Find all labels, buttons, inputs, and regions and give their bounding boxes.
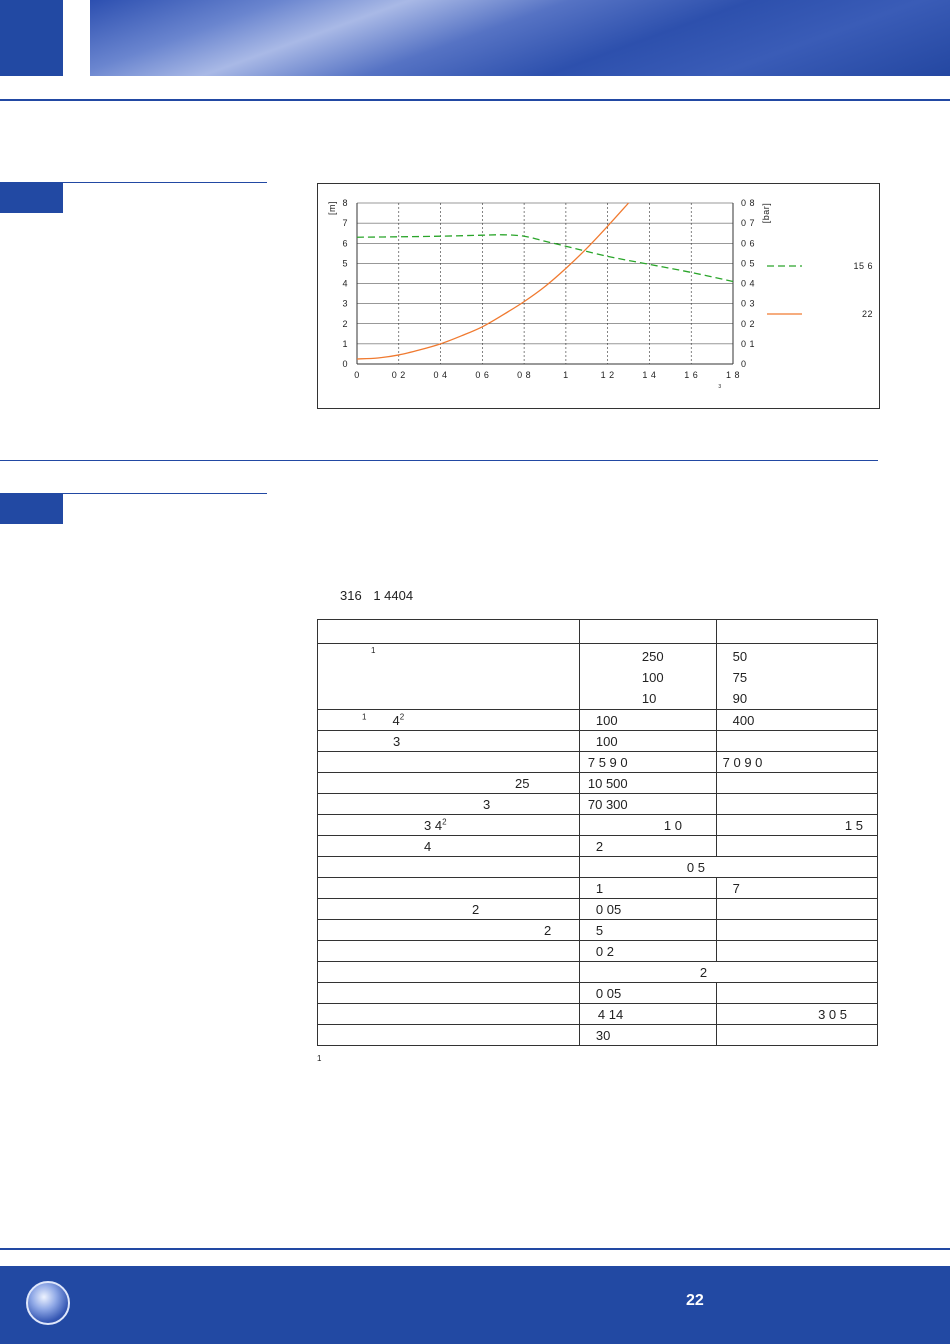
y-left-tick-label: 3 [342, 298, 348, 309]
x-tick-label: 0 8 [517, 370, 532, 380]
x-tick-label: 1 [563, 370, 569, 380]
table-header-row [318, 620, 878, 644]
table-cell-label: 2 [318, 899, 580, 920]
y-right-tick-label: 0 1 [741, 338, 756, 349]
y-right-tick-label: 0 8 [741, 198, 756, 208]
table-cell-label [318, 878, 580, 899]
legend-label: 22 [861, 309, 873, 319]
table-cell-value [716, 983, 877, 1004]
header-banner [90, 0, 950, 76]
table-cell-value: 100 [579, 731, 716, 752]
table-row [318, 815, 878, 836]
y-left-tick-label: 4 [342, 278, 348, 289]
x-axis-unit-superscript: 3 [718, 384, 722, 390]
y-left-tick-label: 7 [342, 218, 348, 229]
material-line [340, 588, 421, 603]
table-cell-value: 0 05 [579, 899, 716, 920]
y-right-tick-label: 0 5 [741, 258, 756, 269]
table-row [318, 794, 878, 815]
series-line-2 [357, 203, 629, 359]
table-value: 250 [641, 649, 664, 664]
table-cell-value [716, 1025, 877, 1046]
table-row [318, 1025, 878, 1046]
header-color-block [0, 0, 63, 76]
footer-rule [0, 1248, 950, 1250]
table-value: 10 [641, 691, 657, 706]
table-value: 90 [732, 691, 748, 706]
table-cell-value: 7 5 9 0 [579, 752, 716, 773]
table-cell-label [318, 983, 580, 1004]
y-right-tick-label: 0 4 [741, 278, 756, 289]
y-right-tick-label: 0 [741, 359, 747, 369]
y-right-tick-label: 0 3 [741, 298, 756, 309]
table-value: 50 [732, 649, 748, 664]
table-cell-merged: 0 5 [579, 857, 877, 878]
material-grade: 316 [340, 588, 362, 603]
logo-sphere-icon [26, 1281, 70, 1325]
table-row [318, 731, 878, 752]
table-cell-value [716, 644, 877, 710]
x-tick-label: 0 4 [433, 370, 448, 380]
series-line-1 [357, 235, 733, 282]
y-right-tick-label: 0 6 [741, 238, 756, 249]
footnote-marker: 1 [317, 1054, 322, 1063]
table-cell-label [318, 1004, 580, 1025]
y-left-tick-label: 1 [342, 338, 348, 349]
table-cell-label: 25 [318, 773, 580, 794]
x-tick-label: 1 6 [684, 370, 699, 380]
footer-bar [0, 1266, 950, 1344]
x-tick-label: 0 [354, 370, 360, 380]
table-header-cell [716, 620, 877, 644]
x-tick-label: 1 2 [600, 370, 615, 380]
table-header-cell [579, 620, 716, 644]
x-tick-label: 1 4 [642, 370, 657, 380]
table-cell-label: 3 [318, 794, 580, 815]
table-row [318, 920, 878, 941]
table-superscript: 1 [362, 712, 367, 722]
table-cell-label [318, 815, 580, 836]
table-cell-value: 1 5 [716, 815, 877, 836]
y-left-tick-label: 8 [342, 198, 348, 208]
table-cell-value: 1 0 [579, 815, 716, 836]
table-cell-value: 100 [579, 710, 716, 731]
table-superscript: 2 [442, 817, 447, 827]
header-rule [0, 99, 950, 101]
table-row [318, 983, 878, 1004]
section-2-marker [0, 494, 63, 524]
table-cell-label [318, 1025, 580, 1046]
table-row [318, 710, 878, 731]
table-header-cell [318, 620, 580, 644]
table-cell-value: 70 300 [579, 794, 716, 815]
table-row [318, 941, 878, 962]
table-cell-label [318, 752, 580, 773]
table-cell-value [579, 644, 716, 710]
y-left-tick-label: 6 [342, 238, 348, 249]
table-value: 100 [641, 670, 664, 685]
y-right-tick-label: 0 2 [741, 318, 756, 329]
table-cell-value: 5 [579, 920, 716, 941]
table-cell-value: 0 2 [579, 941, 716, 962]
x-tick-label: 0 6 [475, 370, 490, 380]
table-cell-label [318, 962, 580, 983]
y-left-tick-label: 5 [342, 258, 348, 269]
table-value: 75 [732, 670, 748, 685]
table-cell-label [318, 644, 580, 710]
performance-chart [317, 183, 880, 409]
specifications-table [317, 619, 878, 1046]
y-left-axis-label: [m] [327, 201, 337, 215]
table-cell-value [716, 920, 877, 941]
table-cell-value [716, 773, 877, 794]
table-row [318, 1004, 878, 1025]
table-row [318, 878, 878, 899]
table-row [318, 836, 878, 857]
table-cell-label: 4 [318, 836, 580, 857]
y-left-tick-label: 0 [342, 359, 348, 369]
table-cell-label [318, 941, 580, 962]
table-cell-value: 400 [716, 710, 877, 731]
material-number: 1 4404 [373, 588, 414, 603]
legend-label: 15 6 [853, 261, 873, 271]
table-cell-value: 0 05 [579, 983, 716, 1004]
x-tick-label: 0 2 [391, 370, 406, 380]
table-cell-value: 2 [579, 836, 716, 857]
table-row [318, 752, 878, 773]
performance-chart-svg [318, 184, 881, 410]
table-label: 3 4 [424, 817, 443, 833]
table-row [318, 962, 878, 983]
table-superscript: 1 [371, 645, 376, 655]
table-cell-label [318, 857, 580, 878]
table-cell-value [716, 731, 877, 752]
y-right-tick-label: 0 7 [741, 218, 756, 229]
table-cell-value: 3 0 5 [716, 1004, 877, 1025]
table-cell-value: 30 [579, 1025, 716, 1046]
table-cell-value [716, 941, 877, 962]
table-cell-value: 10 500 [579, 773, 716, 794]
table-cell-value [716, 899, 877, 920]
section-divider [0, 460, 878, 461]
y-left-tick-label: 2 [342, 318, 348, 329]
table-cell-label: 2 [318, 920, 580, 941]
table-cell-value: 7 [716, 878, 877, 899]
table-row [318, 857, 878, 878]
x-tick-label: 1 8 [725, 370, 741, 380]
table-row [318, 644, 878, 710]
table-row [318, 773, 878, 794]
table-superscript: 2 [399, 712, 405, 722]
table-cell-value: 1 [579, 878, 716, 899]
y-right-axis-label: [bar] [761, 202, 771, 224]
table-cell-label: 3 [318, 731, 580, 752]
table-cell-merged: 2 [579, 962, 877, 983]
table-row [318, 899, 878, 920]
table-label: 4 [392, 712, 400, 728]
table-cell-value: 4 14 [579, 1004, 716, 1025]
table-cell-label [318, 710, 580, 731]
table-cell-value [716, 794, 877, 815]
page-number: 22 [686, 1292, 704, 1309]
section-1-marker [0, 183, 63, 213]
table-cell-value [716, 836, 877, 857]
table-cell-value: 7 0 9 0 [716, 752, 877, 773]
